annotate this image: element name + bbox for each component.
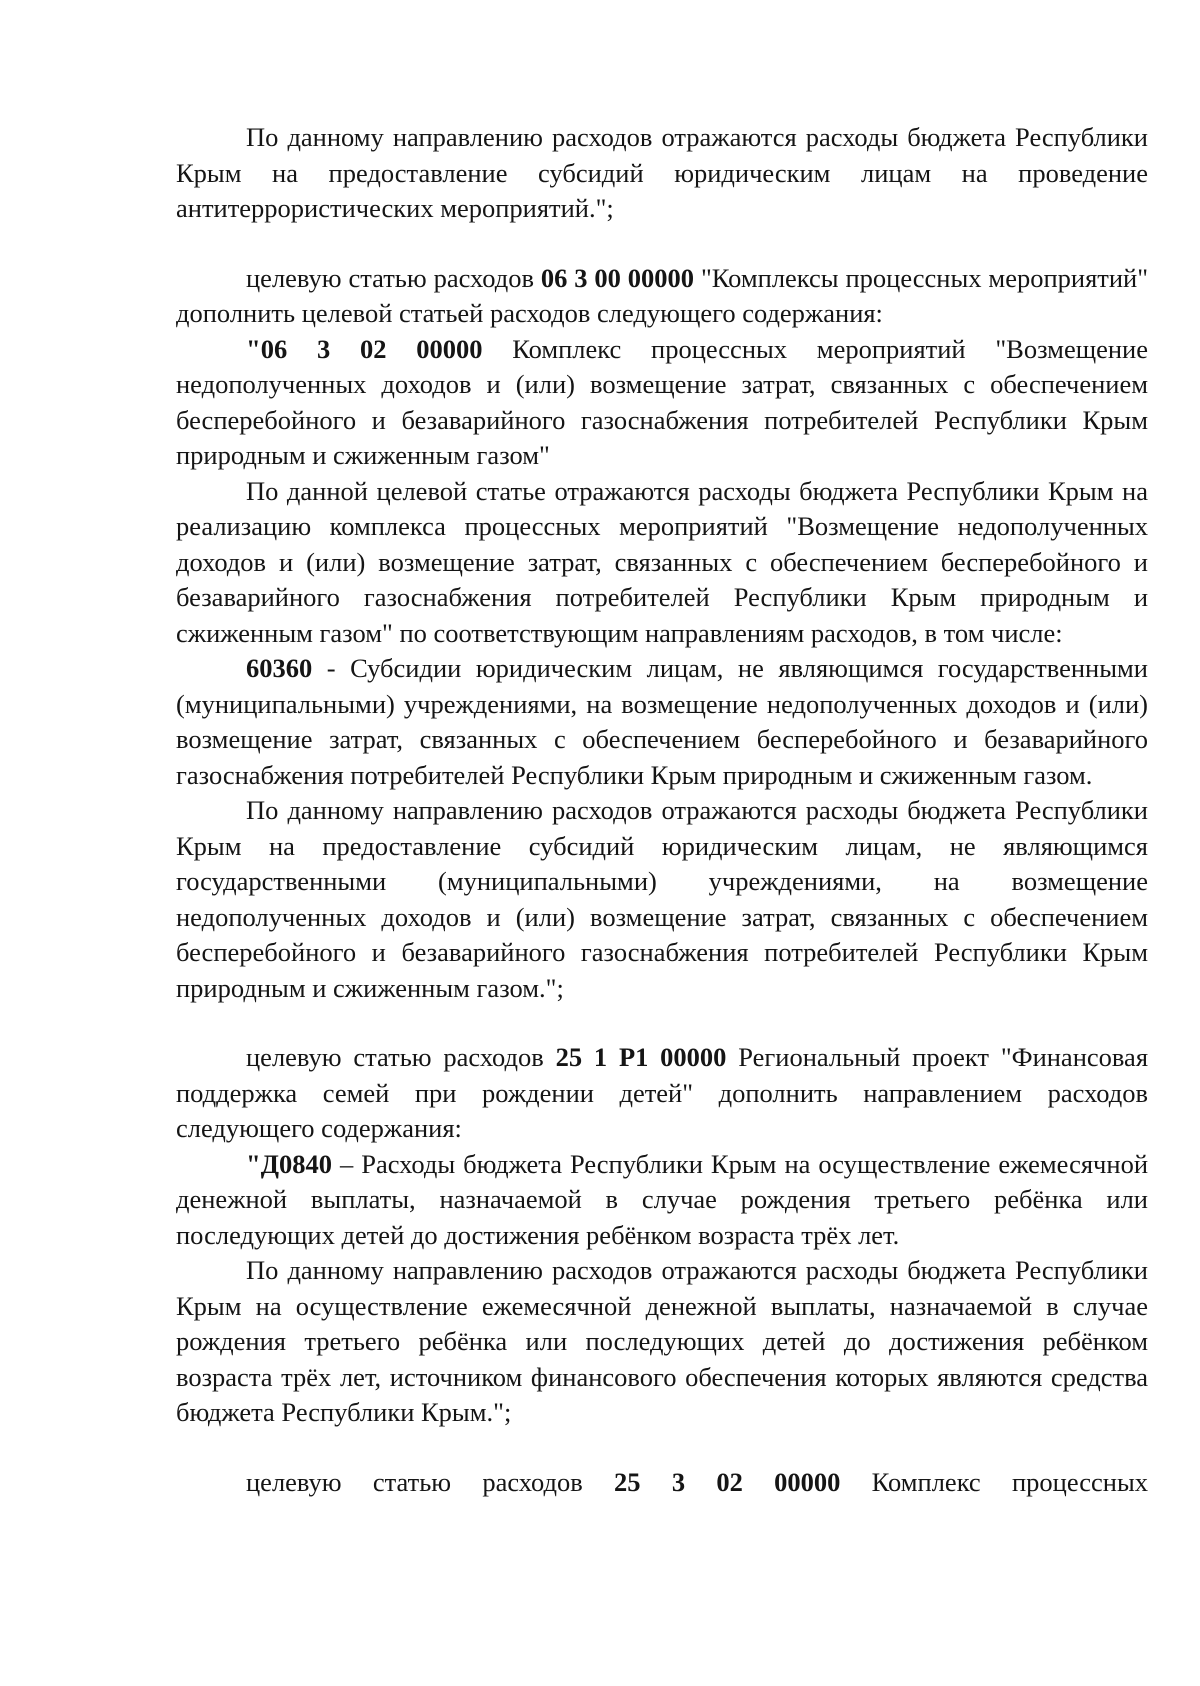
target-article-code: "06 3 02 00000 [246,333,483,364]
paragraph-text: Комплекс процессных мероприятий "Возмещение недополученных доходов и (или) возмещение затрат, связанных с обеспечением бесперебойного и безаварийного газоснабжения потребителей Республики Крым природным и сжиженным газом" [176,333,1149,470]
paragraph-5 [176,651,1148,793]
paragraph-lead: целевую статью расходов [246,1466,615,1497]
paragraph-text: "Комплексы процессных мероприятий" дополнить целевой статьей расходов следующего содержания: [176,262,1149,328]
paragraph-text: Региональный проект "Финансовая поддержка семей при рождении детей" дополнить направлением расходов следующего содержания: [176,1042,1149,1143]
expense-direction-code: "Д0840 [246,1148,332,1179]
target-article-code: 25 3 02 00000 [614,1466,841,1497]
expense-direction-code: 60360 [246,653,313,683]
paragraph-text: По данному направлению расходов отражаются расходы бюджета Республики Крым на осуществление ежемесячной денежной выплаты, назначаемой в случае рождения третьего ребёнка или последующих детей до достижения ребёнком возраста трёх лет, источником финансового обеспечения которых являются средства бюджета Республики Крым."; [176,1255,1148,1427]
paragraph-1 [176,120,1148,227]
paragraph-4 [176,474,1148,652]
paragraph-10 [176,1465,1148,1501]
paragraph-8 [176,1147,1148,1254]
paragraph-lead: целевую статью расходов [246,262,541,293]
paragraph-text: – Расходы бюджета Республики Крым на осуществление ежемесячной денежной выплаты, назначаемой в случае рождения третьего ребёнка или последующих детей до достижения ребёнком возраста трёх лет. [176,1148,1148,1250]
paragraph-6 [176,793,1148,1006]
paragraph-3 [176,332,1148,474]
paragraph-text: По данному направлению расходов отражаются расходы бюджета Республики Крым на предоставление субсидий юридическим лицам, не являющимся государственными (муниципальными) учреждениями, на возмещение недополученных доходов и (или) возмещение затрат, связанных с обеспечением бесперебойного и безаварийного газоснабжения потребителей Республики Крым природным и сжиженным газом."; [176,795,1148,1003]
paragraph-text: - Субсидии юридическим лицам, не являющимся государственными (муниципальными) учреждениями, на возмещение недополученных доходов и (или) возмещение затрат, связанных с обеспечением бесперебойного и безаварийного газоснабжения потребителей Республики Крым природным и сжиженным газом. [176,653,1148,790]
document-body [176,120,1148,1500]
paragraph-text: Комплекс процессных [840,1466,1148,1497]
target-article-code: 25 1 Р1 00000 [555,1042,727,1072]
paragraph-text: По данной целевой статье отражаются расходы бюджета Республики Крым на реализацию комплекса процессных мероприятий "Возмещение недополученных доходов и (или) возмещение затрат, связанных с обеспечением бесперебойного и безаварийного газоснабжения потребителей Республики Крым природным и сжиженным газом" по соответствующим направлениям расходов, в том числе: [176,475,1148,648]
paragraph-2 [176,261,1148,332]
paragraph-9 [176,1253,1148,1431]
target-article-code: 06 3 00 00000 [540,262,695,293]
paragraph-7 [176,1040,1148,1147]
paragraph-lead: целевую статью расходов [246,1042,556,1072]
paragraph-text: По данному направлению расходов отражаются расходы бюджета Республики Крым на предоставление субсидий юридическим лицам на проведение антитеррористических мероприятий."; [176,122,1148,223]
